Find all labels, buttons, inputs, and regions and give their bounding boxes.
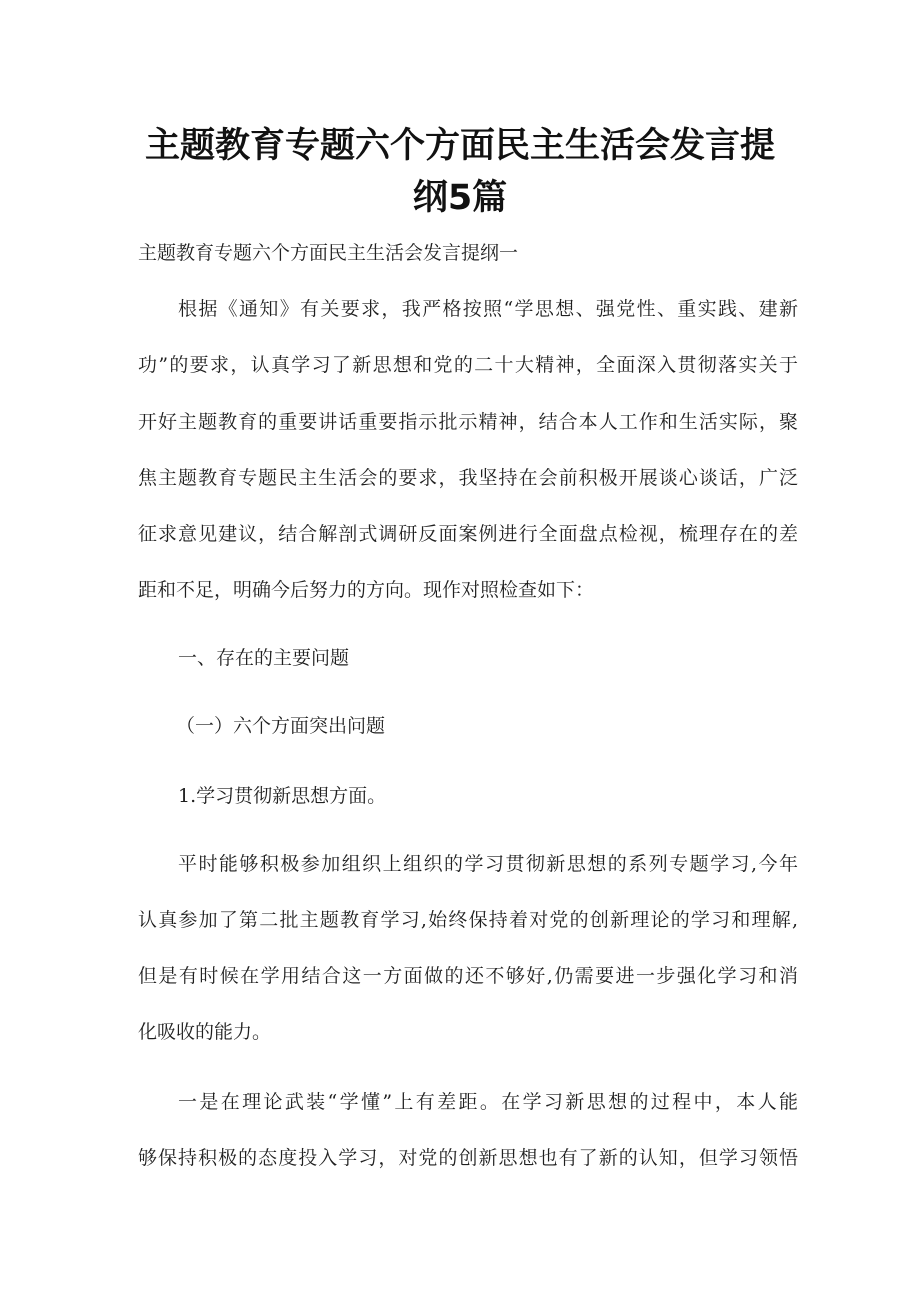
paragraph-line: 认真参加了第二批主题教育学习,始终保持着对党的创新理论的学习和理解, [138,909,798,931]
heading-level-1: 一、存在的主要问题 [178,647,350,669]
paragraph-line: 根据《通知》有关要求，我严格按照“学思想、强党性、重实践、建新 [178,298,798,320]
heading-level-2: （一）六个方面突出问题 [176,715,386,737]
paragraph-line: 平时能够积极参加组织上组织的学习贯彻新思想的系列专题学习,今年 [178,853,798,875]
paragraph-line: 一是在理论武装“学懂”上有差距。在学习新思想的过程中，本人能 [178,1091,798,1113]
paragraph-line: 够保持积极的态度投入学习，对党的创新思想也有了新的认知，但学习领悟 [138,1147,798,1169]
heading-level-3: 1.学习贯彻新思想方面。 [178,785,387,807]
paragraph-line: 征求意见建议，结合解剖式调研反面案例进行全面盘点检视，梳理存在的差 [138,523,798,545]
paragraph-line: 距和不足，明确今后努力的方向。现作对照检查如下： [138,579,595,601]
section-subtitle: 主题教育专题六个方面民主生活会发言提纲一 [138,242,519,264]
document-title-line-2: 纲5篇 [412,178,508,218]
paragraph-line: 但是有时候在学用结合这一方面做的还不够好,仍需要进一步强化学习和消 [138,965,798,987]
paragraph-line: 功”的要求，认真学习了新思想和党的二十大精神，全面深入贯彻落实关于 [138,354,798,376]
paragraph-line: 开好主题教育的重要讲话重要指示批示精神，结合本人工作和生活实际，聚 [138,411,798,433]
paragraph-line: 焦主题教育专题民主生活会的要求，我坚持在会前积极开展谈心谈话，广泛 [138,467,798,489]
paragraph-line: 化吸收的能力。 [138,1021,272,1043]
document-title-line-1: 主题教育专题六个方面民主生活会发言提 [144,126,775,166]
